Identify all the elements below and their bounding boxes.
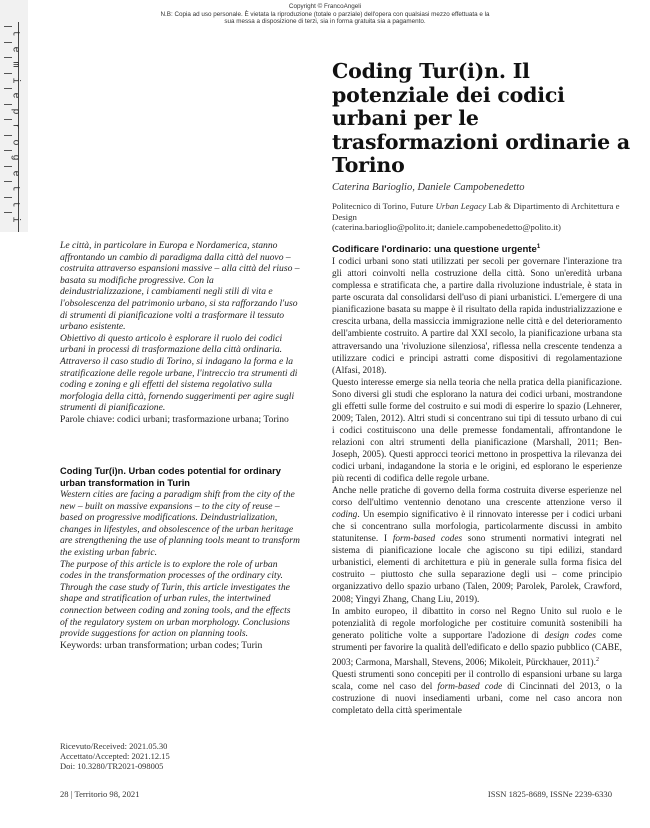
text-run: . Un esempio significativo è il rinnovato interesse per i codici urbani che si concentrano sulla morfologia, particolarmente discussi in ambito statunitense. I	[332, 510, 622, 545]
section-rail	[0, 0, 28, 232]
affiliation-text: Politecnico di Torino, Future	[332, 201, 436, 211]
body-paragraph	[332, 606, 622, 669]
body-paragraph	[332, 669, 622, 717]
emphasis: form-based code	[437, 681, 503, 692]
section-heading	[332, 241, 622, 256]
rail-letter: p	[9, 107, 21, 114]
rail-letter: t	[9, 185, 21, 192]
abstract-it-paragraph: Obiettivo di questo articolo è esplorare il ruolo dei codici urbani in processi di trasformazione della città ordinaria. Attraverso il caso studio di Torino, si indagano la forma e la stratificazione delle regole urbane, l'intreccio tra strumenti di coding e zoning e gli effetti del sistema regolativo sulla morfologia della città, fornendo suggerimenti per agire sugli strumenti di pianificazione.	[60, 332, 298, 414]
body-paragraph: Questo interesse emerge sia nella teoria che nella pratica della pianificazione. Sono diversi gli studi che esplorano la natura dei codici urbani, mostrandone gli effetti sulle forme del costruito e sui modi di esperire lo spazio (Lehnerer, 2009; Talen, 2012). Altri studi si concentrano sui tipi di tessuto urbano di cui i codici costituiscono una delle premesse fondamentali, affrontandone le relazioni con altri strumenti della pianificazione (Marshall, 2011; Ben-Joseph, 2005). Questi approcci teorici mettono in prospettiva la rilevanza dei codici urbani, indagandone la storia e le origini, ed esplorano le esperienze più recenti di codifica delle regole urbane.	[332, 377, 622, 485]
copyright-notice	[0, 3, 650, 26]
publication-dates	[60, 741, 170, 772]
rail-letter: e	[9, 92, 21, 99]
doi: Doi: 10.3280/TR2021-098005	[60, 761, 164, 772]
rail-tick	[4, 181, 12, 182]
affiliation-department: Lab & Dipartimento di Architettura e Design	[332, 201, 620, 222]
article-title: Coding Tur(i)n. Il potenziale dei codici urbani per le trasformazioni ordinarie a Torino	[332, 59, 630, 177]
rail-letter: g	[9, 154, 21, 161]
rail-letter: i	[9, 76, 21, 83]
emphasis: design codes	[544, 630, 596, 641]
emphasis: form-based codes	[392, 534, 463, 545]
rail-tick	[4, 212, 12, 213]
text-run: In ambito europeo, il dibattito in corso nel Regno Unito sul ruolo e le potenzialità di regole morfologiche per costituire comunità sostenibili ha generato politiche volte a supportare l'adozione di	[332, 606, 622, 641]
page-footer-left: 28 | Territorio 98, 2021	[60, 789, 140, 799]
accepted-date: Accettato/Accepted: 2021.12.15	[60, 751, 170, 762]
keywords-en: Keywords: urban transformation; urban codes; Turin	[60, 639, 263, 651]
rail-letter: o	[9, 138, 21, 145]
text-run: Anche nelle pratiche di governo della forma costruita diverse esperienze nel corso dell'ultimo ventennio denotano una crescente attenzione verso il	[332, 486, 622, 509]
article-authors: Caterina Barioglio, Daniele Campobenedetto	[332, 182, 525, 193]
footnote-ref: 1	[536, 244, 541, 250]
abstract-en-paragraph: Western cities are facing a paradigm shift from the city of the new – built on massive expansions – to the city of reuse – based on progressive modifications. Deindustrialization, changes in lifestyles, and obsolescence of the urban heritage are strengthening the use of planning tools meant to transform the existing urban fabric.	[60, 489, 300, 558]
abstract-en-paragraph: The purpose of this article is to explore the role of urban codes in the transformation processes of the ordinary city. Through the case study of Turin, this article investigates the shape and stratification of urban rules, the intertwined connection between coding and zoning tools, and the effects of the regulatory system on urban morphology. Conclusions provide suggestions for action on planning tools.	[60, 558, 291, 640]
rail-tick	[4, 166, 12, 167]
rail-tick	[4, 197, 12, 198]
author-emails: (caterina.barioglio@polito.it; daniele.campobenedetto@polito.it)	[332, 222, 561, 232]
rail-letter: t	[9, 200, 21, 207]
copyright-disclaimer: N.B: Copia ad uso personale. È vietata la riproduzione (totale o parziale) dell'opera con qualsiasi mezzo effettuata e la sua messa a disposizione di terzi, sia in forma gratuita sia a pagamento.	[160, 10, 490, 25]
rail-tick	[4, 42, 12, 43]
rail-tick	[4, 150, 12, 151]
body-paragraph: I codici urbani sono stati utilizzati per secoli per governare l'interazione tra gli attori coinvolti nella costruzione della città. Sono un'eredità urbana complessa e stratificata che, a partire dalla rivoluzione industriale, è stata in parte oscurata dal consolidarsi dell'uso di piani urbanistici. L'emergere di una pianificazione basata su mappe è il risultato della rapida industrializzazione e crescita urbana, della massiccia immigrazione nelle città e del deterioramento dell'ambiente costruito. A partire dal XXI secolo, la pianificazione urbana sta attraversando una 'rivoluzione silenziosa', riflessa nella crescente tendenza a utilizzare codici e principi astratti come dispositivi di regolamentazione (Alfasi, 2018).	[332, 257, 622, 376]
rail-tick	[4, 88, 12, 89]
page-footer-right: ISSN 1825-8689, ISSNe 2239-6330	[487, 789, 612, 799]
rail-tick	[4, 104, 12, 105]
abstract-it-paragraph: Le città, in particolare in Europa e Nordamerica, stanno affrontando un cambio di paradigma dalla città del nuovo – costruita attraverso espansioni massive – alla città del riuso – basata su modifiche progressive. Con la deindustrializzazione, i cambiamenti negli stili di vita e l'obsolescenza del patrimonio urbano, si sta rafforzando l'uso di strumenti di pianificazione volti a trasformare il tessuto urbano esistente.	[60, 240, 300, 333]
rail-tick	[4, 26, 12, 27]
rail-letter: t	[9, 30, 21, 37]
rail-tick	[4, 73, 12, 74]
abstract-italian	[60, 240, 300, 426]
rail-letter: i	[9, 216, 21, 223]
rail-tick	[4, 57, 12, 58]
body-text	[332, 241, 622, 717]
section-heading-text: Codificare l'ordinario: una questione urgente	[332, 244, 537, 256]
author-affiliation	[332, 201, 632, 233]
rail-letter: m	[9, 61, 21, 68]
emphasis: coding	[332, 510, 358, 521]
english-title: Coding Tur(i)n. Urban codes potential for ordinary urban transformation in Turin	[60, 466, 281, 488]
text-run: sono strumenti normativi integrati nel sistema di pianificazione locale che agiscono su tipi edilizi, standard urbanistici, elementi di architettura e più in generale sulla forma fisica del costruito – piuttosto che sulla separazione degli usi – come principio organizzativo dello spazio urbano (Talen, 2009; Parolek, Parolek, Crawford, 2008; Yingyi Zhang, Chang Liu, 2019).	[332, 534, 622, 605]
rail-letter: r	[9, 123, 21, 130]
rail-tick	[4, 119, 12, 120]
text-run: Questi strumenti sono concepiti per il controllo di espansioni urbane su larga scala, come nel caso del	[332, 669, 622, 692]
rail-letter: e	[9, 45, 21, 52]
text-run: di Cincinnati del 2013, o la costruzione di nuovi insediamenti urbani, come nel caso ancora non completato della città sperimentale	[332, 681, 622, 717]
footnote-ref: 2	[595, 656, 599, 663]
received-date: Ricevuto/Received: 2021.05.30	[60, 741, 168, 751]
copyright-line: Copyright © FrancoAngeli	[288, 3, 362, 10]
abstract-english	[60, 466, 300, 651]
keywords-it: Parole chiave: codici urbani; trasformazione urbana; Torino	[60, 413, 289, 425]
affiliation-lab: Urban Legacy	[435, 201, 487, 211]
rail-letter: e	[9, 169, 21, 176]
text-run: come strumenti per favorire la qualità dell'edificato e dello spazio pubblico (CABE, 2003; Carmona, Marshall, Stevens, 2006; Mikoleit, Pürckhauer, 2011).	[332, 630, 622, 668]
body-paragraph	[332, 485, 622, 605]
rail-tick	[4, 135, 12, 136]
